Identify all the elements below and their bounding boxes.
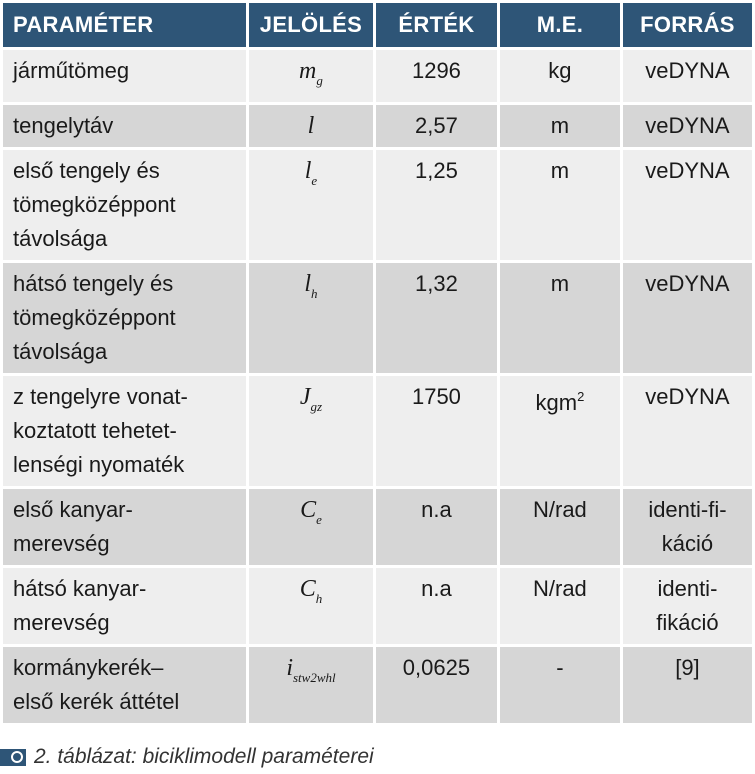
symbol	[299, 384, 323, 414]
unit-text: kg	[548, 58, 572, 83]
symbol-cell	[249, 376, 373, 486]
unit-cell	[500, 263, 620, 373]
header-symbol: JELÖLÉS	[249, 3, 373, 47]
parameter-cell: járműtömeg	[3, 50, 246, 102]
symbol-base: C	[299, 576, 316, 602]
header-parameter: PARAMÉTER	[3, 3, 246, 47]
symbol-subscript: e	[316, 512, 322, 527]
symbol-subscript: e	[311, 173, 318, 188]
symbol-base: m	[299, 58, 317, 84]
unit-cell	[500, 647, 620, 723]
symbol-cell	[249, 568, 373, 644]
symbol-base: i	[286, 655, 293, 681]
symbol-base: J	[299, 384, 311, 410]
table-body	[3, 50, 752, 723]
unit-text: m	[550, 158, 570, 183]
parameter-cell: kormánykerék– első kerék áttétel	[3, 647, 246, 723]
symbol-cell	[249, 263, 373, 373]
value-cell: 1,25	[376, 150, 497, 260]
unit-text: -	[556, 655, 564, 680]
value-cell: n.a	[376, 568, 497, 644]
unit-cell	[500, 568, 620, 644]
symbol	[300, 497, 322, 527]
header-unit: M.E.	[500, 3, 620, 47]
unit-cell	[500, 150, 620, 260]
parameter-cell: első kanyar- merevség	[3, 489, 246, 565]
value-cell: 0,0625	[376, 647, 497, 723]
value-cell: n.a	[376, 489, 497, 565]
symbol	[308, 113, 315, 139]
parameter-cell: tengelytáv	[3, 105, 246, 147]
unit-text: N/rad	[533, 576, 587, 601]
source-cell: [9]	[623, 647, 752, 723]
symbol-subscript: h	[311, 286, 318, 301]
source-cell: veDYNA	[623, 150, 752, 260]
unit-cell	[500, 489, 620, 565]
unit-text: N/rad	[533, 497, 587, 522]
table-caption	[0, 740, 374, 774]
unit-text: kgm	[535, 390, 578, 415]
symbol-cell	[249, 489, 373, 565]
source-cell: veDYNA	[623, 263, 752, 373]
symbol-base: l	[304, 158, 312, 184]
symbol-subscript: stw2whl	[292, 670, 336, 685]
table-row	[3, 105, 752, 147]
symbol-cell	[249, 105, 373, 147]
parameter-cell: első tengely és tömegközéppont távolsága	[3, 150, 246, 260]
table-row	[3, 50, 752, 102]
symbol	[299, 58, 323, 88]
symbol-cell	[249, 50, 373, 102]
symbol-base: l	[304, 271, 312, 297]
caption-text: 2. táblázat: biciklimodell paraméterei	[34, 745, 374, 768]
source-cell: veDYNA	[623, 50, 752, 102]
value-cell: 1750	[376, 376, 497, 486]
source-cell: identi-fi- káció	[623, 489, 752, 565]
symbol-subscript: h	[315, 591, 323, 606]
source-cell: veDYNA	[623, 376, 752, 486]
symbol-cell	[249, 150, 373, 260]
table-row	[3, 647, 752, 723]
unit-superscript: 2	[577, 389, 585, 404]
symbol	[299, 576, 323, 606]
value-cell: 1,32	[376, 263, 497, 373]
parameter-cell: hátsó tengely és tömegközéppont távolsága	[3, 263, 246, 373]
symbol	[304, 271, 318, 301]
symbol	[304, 158, 318, 188]
table-row	[3, 489, 752, 565]
symbol-base: C	[300, 497, 317, 523]
symbol	[286, 655, 336, 685]
table-row	[3, 376, 752, 486]
value-cell: 2,57	[376, 105, 497, 147]
unit-text: m	[550, 271, 570, 296]
table-row	[3, 263, 752, 373]
unit-cell	[500, 105, 620, 147]
source-cell: veDYNA	[623, 105, 752, 147]
table-header-row	[3, 3, 752, 47]
parameter-cell: z tengelyre vonat- koztatott tehetet- lenségi nyomaték	[3, 376, 246, 486]
symbol-subscript: g	[316, 73, 323, 88]
caption-marker-icon	[0, 749, 26, 766]
parameter-cell: hátsó kanyar- merevség	[3, 568, 246, 644]
value-cell: 1296	[376, 50, 497, 102]
table-row	[3, 150, 752, 260]
unit-cell	[500, 376, 620, 486]
unit-cell	[500, 50, 620, 102]
source-cell: identi- fikáció	[623, 568, 752, 644]
header-value: ÉRTÉK	[376, 3, 497, 47]
table-row	[3, 568, 752, 644]
symbol-base: l	[307, 113, 315, 139]
unit-text: m	[550, 113, 570, 138]
symbol-cell	[249, 647, 373, 723]
header-source: FORRÁS	[623, 3, 752, 47]
symbol-subscript: gz	[310, 399, 323, 414]
